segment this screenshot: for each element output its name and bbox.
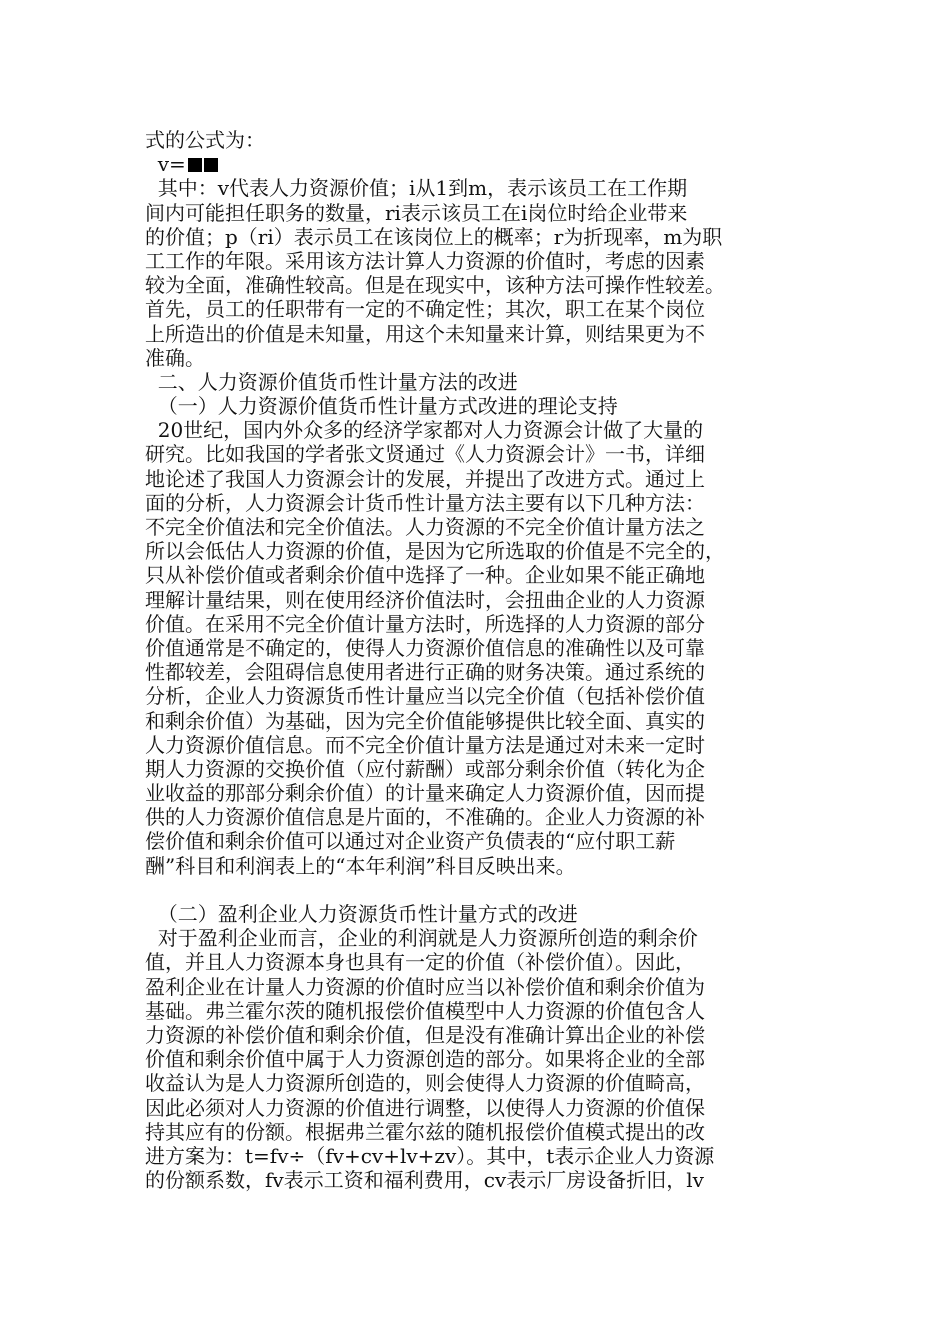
- text-line: 和剩余价值）为基础，因为完全价值能够提供比较全面、真实的: [145, 708, 705, 733]
- formula-image-placeholder-icon: [188, 158, 202, 172]
- text-line: 业收益的那部分剩余价值）的计量来确定人力资源价值，因而提: [145, 781, 705, 806]
- text-line: 面的分析，人力资源会计货币性计量方法主要有以下几种方法：: [145, 490, 705, 515]
- text-line: 价值通常是不确定的，使得人力资源价值信息的准确性以及可靠: [145, 635, 705, 660]
- text-line: 所以会低估人力资源的价值，是因为它所选取的价值是不完全的，: [145, 539, 725, 564]
- text-line: 偿价值和剩余价值可以通过对企业资产负债表的“应付职工薪: [145, 829, 676, 854]
- text-line: 价值和剩余价值中属于人力资源创造的部分。如果将企业的全部: [145, 1047, 705, 1072]
- text-line: 人力资源价值信息。而不完全价值计量方法是通过对未来一定时: [145, 732, 705, 757]
- text-line: 式的公式为：: [145, 128, 265, 152]
- text-line: 收益认为是人力资源所创造的，则会使得人力资源的价值畸高，: [145, 1071, 705, 1096]
- text-line: 准确。: [145, 345, 205, 370]
- text-line: 首先，员工的任职带有一定的不确定性；其次，职工在某个岗位: [145, 297, 705, 322]
- text-line: 性都较差，会阻碍信息使用者进行正确的财务决策。通过系统的: [145, 660, 705, 685]
- text-line: 进方案为：t=fv÷（fv+cv+lv+zv）。其中，t表示企业人力资源: [145, 1143, 715, 1168]
- text-line: 的份额系数，fv表示工资和福利费用，cv表示厂房设备折旧，lv: [145, 1168, 704, 1193]
- text-line: 供的人力资源价值信息是片面的，不准确的。企业人力资源的补: [145, 805, 705, 830]
- text-line: 20世纪，国内外众多的经济学家都对人力资源会计做了大量的: [145, 418, 704, 443]
- text-line: 价值。在采用不完全价值计量方法时，所选择的人力资源的部分: [145, 611, 705, 636]
- subsection-heading: （二）盈利企业人力资源货币性计量方式的改进: [145, 902, 578, 926]
- text-line: 力资源的补偿价值和剩余价值，但是没有准确计算出企业的补偿: [145, 1022, 705, 1047]
- text-line: 地论述了我国人力资源会计的发展，并提出了改进方式。通过上: [145, 466, 705, 491]
- text-line: 间内可能担任职务的数量，ri表示该员工在i岗位时给企业带来: [145, 200, 688, 225]
- text-line: 因此必须对人力资源的价值进行调整，以使得人力资源的价值保: [145, 1095, 705, 1120]
- text-line: 不完全价值法和完全价值法。人力资源的不完全价值计量方法之: [145, 515, 705, 539]
- text-line: 理解计量结果，则在使用经济价值法时，会扭曲企业的人力资源: [145, 587, 705, 612]
- text-line: 持其应有的份额。根据弗兰霍尔兹的随机报偿价值模式提出的改: [145, 1119, 705, 1144]
- text-line: 对于盈利企业而言，企业的利润就是人力资源所创造的剩余价: [145, 926, 698, 951]
- text-line: 基础。弗兰霍尔茨的随机报偿价值模型中人力资源的价值包含人: [145, 998, 705, 1023]
- text-line: 分析，企业人力资源货币性计量应当以完全价值（包括补偿价值: [145, 684, 705, 709]
- formula-line: [145, 152, 785, 176]
- text-line: 较为全面，准确性较高。但是在现实中，该种方法可操作性较差。: [145, 273, 725, 298]
- text-line: 的价值；p（ri）表示员工在该岗位上的概率；r为折现率，m为职: [145, 224, 723, 249]
- text-line: 酬”科目和利润表上的“本年利润”科目反映出来。: [145, 853, 576, 878]
- text-line: 研究。比如我国的学者张文贤通过《人力资源会计》一书，详细: [145, 442, 705, 467]
- text-line: 值，并且人力资源本身也具有一定的价值（补偿价值）。因此，: [145, 950, 695, 975]
- subsection-heading: （一）人力资源价值货币性计量方式改进的理论支持: [145, 394, 618, 419]
- paragraph-gap: [145, 878, 785, 902]
- text-line: 其中：v代表人力资源价值；i从1到m，表示该员工在工作期: [145, 176, 688, 201]
- text-line: 只从补偿价值或者剩余价值中选择了一种。企业如果不能正确地: [145, 563, 705, 588]
- text-line: 期人力资源的交换价值（应付薪酬）或部分剩余价值（转化为企: [145, 756, 705, 781]
- formula-text: v=: [145, 152, 186, 177]
- text-line: 上所造出的价值是未知量，用这个未知量来计算，则结果更为不: [145, 321, 705, 346]
- section-heading: 二、人力资源价值货币性计量方法的改进: [145, 369, 518, 394]
- document-body: [145, 128, 785, 1192]
- text-line: 盈利企业在计量人力资源的价值时应当以补偿价值和剩余价值为: [145, 974, 705, 999]
- formula-image-placeholder-icon: [204, 158, 218, 172]
- text-line: 工工作的年限。采用该方法计算人力资源的价值时，考虑的因素: [145, 248, 705, 273]
